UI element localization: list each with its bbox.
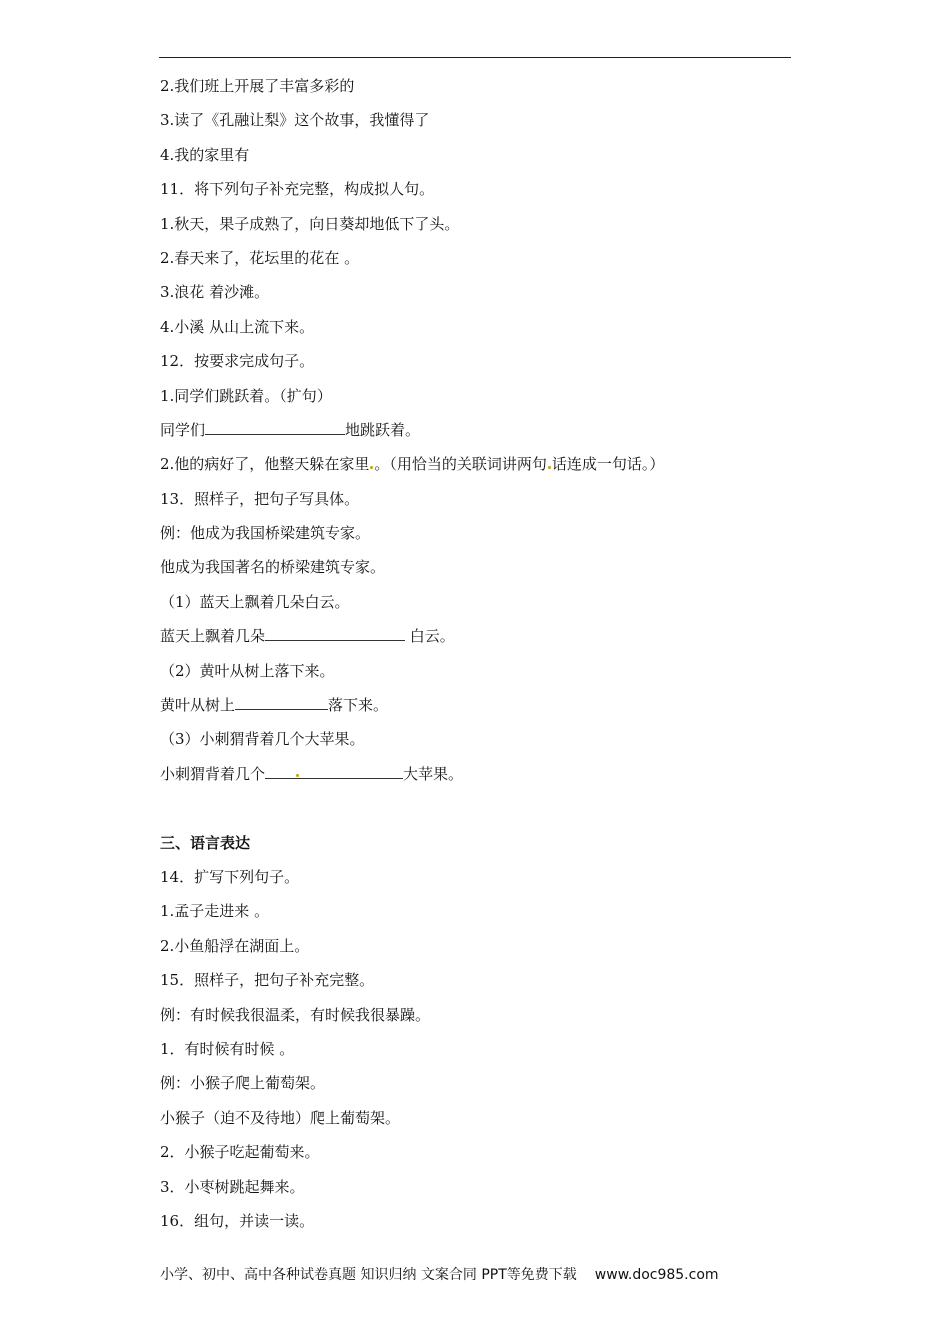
question-line: 1.同学们跳跃着。（扩句） — [160, 386, 332, 405]
answer-blank[interactable] — [235, 691, 328, 710]
question-line: 3．小枣树跳起舞来。 — [160, 1177, 305, 1196]
question-title: 13．照样子，把句子写具体。 — [160, 489, 360, 508]
question-title: 14．扩写下列句子。 — [160, 867, 300, 886]
footer-text: 小学、初中、高中各种试卷真题 知识归纳 文案合同 PPT等免费下载 — [160, 1267, 577, 1283]
fill-in-line: 蓝天上飘着几朵 白云。 — [160, 622, 800, 656]
section-heading: 三、语言表达 — [160, 833, 251, 852]
example-line: 例：他成为我国桥梁建筑专家。 — [160, 524, 371, 543]
question-line: 2.春天来了，花坛里的花在 。 — [160, 248, 360, 267]
question-line: 1．有时候有时候 。 — [160, 1039, 295, 1058]
question-line: 4.小溪 从山上流下来。 — [160, 317, 315, 336]
answer-blank[interactable] — [265, 760, 403, 779]
question-line: 1.孟子走进来 。 — [160, 902, 270, 921]
question-line: （2）黄叶从树上落下来。 — [160, 661, 335, 680]
question-title: 15．照样子，把句子补充完整。 — [160, 971, 375, 990]
question-line: 3.浪花 着沙滩。 — [160, 283, 270, 302]
question-line: （1）蓝天上飘着几朵白云。 — [160, 592, 350, 611]
question-line: 2.我们班上开展了丰富多彩的 — [160, 77, 355, 95]
question-line: 4.我的家里有 — [160, 145, 250, 164]
fill-in-line: 小刺猬背着几个 大苹果。 — [160, 760, 800, 794]
fill-in-line: 同学们 地跳跃着。 — [160, 416, 800, 450]
example-answer: 他成为我国著名的桥梁建筑专家。 — [160, 558, 386, 577]
example-line: 例：小猴子爬上葡萄架。 — [160, 1074, 326, 1093]
example-line: 例：有时候我很温柔，有时候我很暴躁。 — [160, 1005, 431, 1024]
annotation-dot — [548, 466, 551, 469]
question-line: 2.小鱼船浮在湖面上。 — [160, 936, 310, 955]
answer-blank[interactable] — [265, 622, 405, 641]
fill-in-line: 黄叶从树上 落下来。 — [160, 691, 800, 725]
footer-site-link[interactable]: www.doc985.com — [594, 1267, 719, 1283]
question-title: 11．将下列句子补充完整，构成拟人句。 — [160, 180, 435, 199]
worksheet-body — [160, 72, 800, 1241]
annotation-dot — [296, 774, 299, 777]
question-title: 16．组句，并读一读。 — [160, 1211, 315, 1230]
question-title: 12．按要求完成句子。 — [160, 352, 315, 371]
question-line: 2．小猴子吃起葡萄来。 — [160, 1143, 320, 1162]
answer-blank[interactable] — [205, 416, 345, 435]
spacer — [160, 794, 800, 828]
question-line: 2.他的病好了，他整天躲在家里 。（用恰当的关联词讲两句 话连成一句话。） — [160, 455, 665, 474]
page-footer — [160, 1264, 800, 1286]
question-line: （3）小刺猬背着几个大苹果。 — [160, 730, 365, 749]
example-answer: 小猴子（迫不及待地）爬上葡萄架。 — [160, 1108, 401, 1127]
question-line: 1.秋天，果子成熟了，向日葵却地低下了头。 — [160, 214, 460, 233]
annotation-dot — [370, 466, 373, 469]
header-rule — [159, 57, 791, 58]
question-line: 3.读了《孔融让梨》这个故事，我懂得了 — [160, 111, 430, 130]
